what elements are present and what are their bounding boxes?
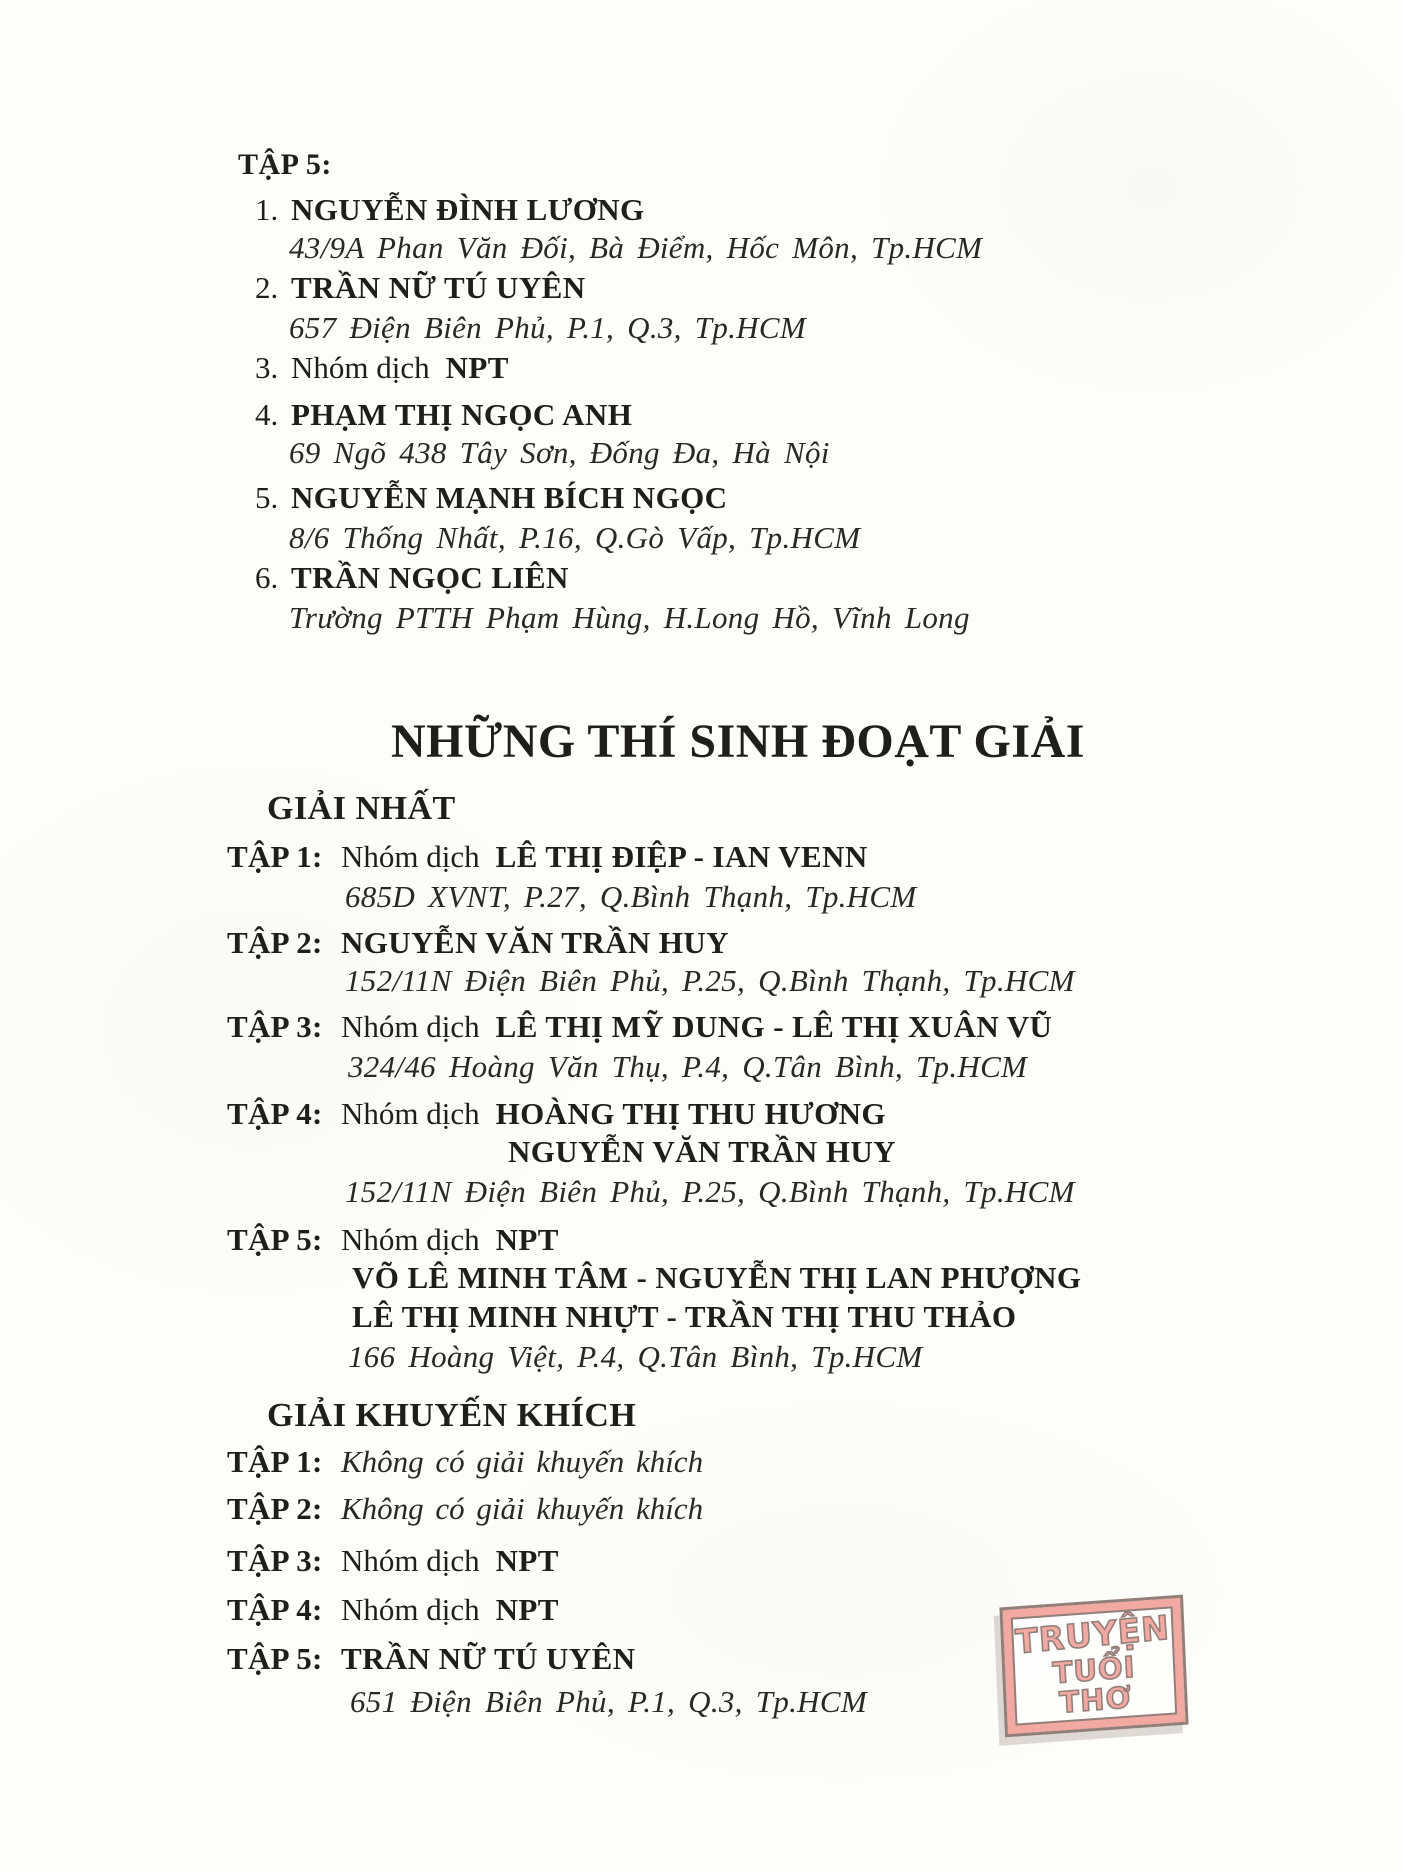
prize-entry	[227, 1444, 703, 1480]
winner-name: HOÀNG THỊ THU HƯƠNG	[495, 1096, 886, 1131]
list-item	[255, 397, 632, 433]
volume-tag: TẬP 4:	[227, 1096, 323, 1131]
list-item	[255, 270, 586, 306]
list-item	[255, 192, 645, 228]
volume-tag: TẬP 2:	[227, 1491, 323, 1526]
volume-tag: TẬP 4:	[227, 1592, 323, 1627]
section-title-consolation: GIẢI KHUYẾN KHÍCH	[267, 1397, 637, 1434]
group-prefix: Nhóm dịch	[341, 1009, 480, 1044]
volume-tag: TẬP 5:	[227, 1222, 323, 1257]
volume-tag: TẬP 1:	[227, 1444, 323, 1479]
winner-name: NGUYỄN VĂN TRẦN HUY	[341, 925, 729, 960]
item-number: 3.	[255, 350, 279, 385]
truyen-tuoi-tho-logo	[998, 1595, 1191, 1737]
winner-name-second: VÕ LÊ MINH TÂM - NGUYỄN THỊ LAN PHƯỢNG	[352, 1260, 1082, 1295]
no-prize-note: Không có giải khuyến khích	[341, 1444, 704, 1479]
group-prefix: Nhóm dịch	[341, 1592, 480, 1627]
winner-name-second: NGUYỄN VĂN TRẦN HUY	[508, 1134, 896, 1169]
logo-frame	[999, 1595, 1188, 1737]
winner-address: 651 Điện Biên Phủ, P.1, Q.3, Tp.HCM	[350, 1684, 867, 1719]
winner-name: NGUYỄN MẠNH BÍCH NGỌC	[291, 480, 728, 515]
prize-entry	[227, 1641, 636, 1677]
winner-name: LÊ THỊ MỸ DUNG - LÊ THỊ XUÂN VŨ	[495, 1009, 1053, 1044]
prize-entry	[227, 1491, 703, 1527]
winner-name: NPT	[495, 1543, 559, 1578]
winner-name: NGUYỄN ĐÌNH LƯƠNG	[291, 192, 645, 227]
item-number: 4.	[255, 397, 279, 432]
group-prefix: Nhóm dịch	[291, 350, 430, 385]
section-title-first-prize: GIẢI NHẤT	[267, 790, 456, 827]
volume-tag: TẬP 3:	[227, 1009, 323, 1044]
item-number: 1.	[255, 192, 279, 227]
prize-entry	[227, 1592, 559, 1628]
group-prefix: Nhóm dịch	[341, 839, 480, 874]
winner-name: NPT	[445, 350, 509, 385]
volume-tag: TẬP 1:	[227, 839, 323, 874]
prize-entry	[227, 1543, 559, 1579]
winner-name: NPT	[495, 1592, 559, 1627]
winner-address: Trường PTTH Phạm Hùng, H.Long Hồ, Vĩnh Long	[289, 600, 970, 635]
prize-entry	[227, 1222, 559, 1258]
volume-tag: TẬP 2:	[227, 925, 323, 960]
winner-address: 152/11N Điện Biên Phủ, P.25, Q.Bình Thạnh, Tp.HCM	[345, 1174, 1075, 1209]
winner-address: 152/11N Điện Biên Phủ, P.25, Q.Bình Thạnh, Tp.HCM	[345, 963, 1075, 998]
winner-name: TRẦN NỮ TÚ UYÊN	[291, 270, 586, 305]
winner-address: 8/6 Thống Nhất, P.16, Q.Gò Vấp, Tp.HCM	[289, 520, 861, 555]
winner-address: 657 Điện Biên Phủ, P.1, Q.3, Tp.HCM	[289, 310, 806, 345]
winner-name: NPT	[495, 1222, 559, 1257]
winner-name: TRẦN NỮ TÚ UYÊN	[341, 1641, 636, 1676]
prize-entry	[227, 925, 729, 961]
winner-name: LÊ THỊ ĐIỆP - IAN VENN	[495, 839, 868, 874]
logo-text-line2: TUỔI THƠ	[1051, 1649, 1137, 1720]
item-number: 5.	[255, 480, 279, 515]
winner-address: 685D XVNT, P.27, Q.Bình Thạnh, Tp.HCM	[345, 879, 917, 914]
prize-entry	[227, 1009, 1052, 1045]
item-number: 6.	[255, 560, 279, 595]
winner-address: 324/46 Hoàng Văn Thụ, P.4, Q.Tân Bình, Tp.HCM	[348, 1049, 1028, 1084]
volume-tag: TẬP 3:	[227, 1543, 323, 1578]
item-number: 2.	[255, 270, 279, 305]
no-prize-note: Không có giải khuyến khích	[341, 1491, 704, 1526]
page-title: NHỮNG THÍ SINH ĐOẠT GIẢI	[391, 715, 1085, 768]
winner-address: 69 Ngõ 438 Tây Sơn, Đống Đa, Hà Nội	[289, 435, 830, 470]
logo-text-line1: TRUYỆN	[1014, 1607, 1172, 1662]
volume-tag: TẬP 5:	[227, 1641, 323, 1676]
list-item	[255, 350, 509, 386]
winner-address: 43/9A Phan Văn Đối, Bà Điểm, Hốc Môn, Tp.HCM	[289, 230, 983, 265]
prize-entry	[227, 1096, 886, 1132]
group-prefix: Nhóm dịch	[341, 1222, 480, 1257]
list-item	[255, 560, 569, 596]
group-prefix: Nhóm dịch	[341, 1543, 480, 1578]
winner-name: TRẦN NGỌC LIÊN	[291, 560, 569, 595]
list-item	[255, 480, 727, 516]
winner-name-third: LÊ THỊ MINH NHỰT - TRẦN THỊ THU THẢO	[352, 1299, 1017, 1334]
prize-entry	[227, 839, 868, 875]
volume-label: TẬP 5:	[238, 148, 332, 181]
group-prefix: Nhóm dịch	[341, 1096, 480, 1131]
winner-address: 166 Hoàng Việt, P.4, Q.Tân Bình, Tp.HCM	[348, 1339, 923, 1374]
winner-name: PHẠM THỊ NGỌC ANH	[291, 397, 633, 432]
